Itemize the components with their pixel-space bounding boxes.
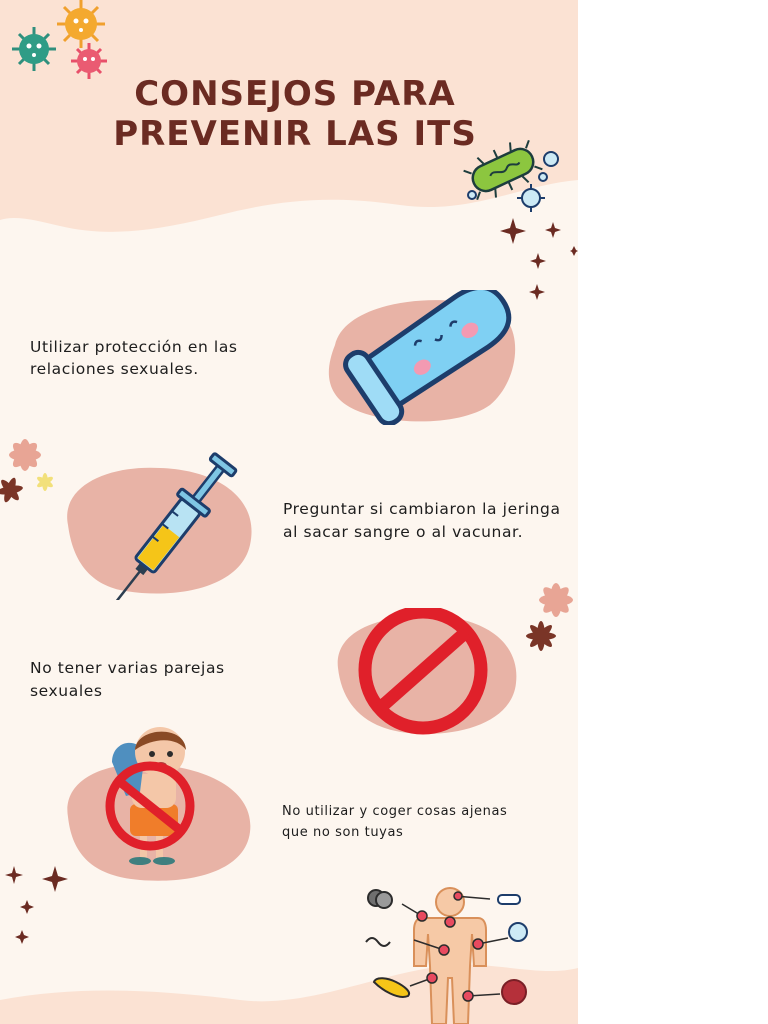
tip-syringe-text: Preguntar si cambiaron la jeringa al sacar sangre o al vacunar. (283, 500, 561, 541)
human-body-icon (360, 882, 540, 1024)
tip-partners-text: No tener varias parejas sexuales (30, 659, 225, 700)
tip-belongings-text: No utilizar y coger cosas ajenas que no son tuyas (282, 804, 508, 840)
tip-protection-text: Utilizar protección en las relaciones sexuales. (30, 338, 238, 378)
title-line-2: PREVENIR LAS ITS (113, 114, 477, 154)
prohibited-icon (328, 608, 523, 738)
syringe-icon (60, 440, 260, 600)
child-prohibited-icon (60, 722, 260, 887)
condom-icon (325, 290, 525, 425)
flower-icon (0, 439, 54, 504)
sparkle-icon (5, 866, 68, 944)
flower-icon (526, 583, 573, 651)
sparkle-icon (500, 218, 578, 300)
body-figure (414, 888, 486, 1024)
title-line-1: CONSEJOS PARA (134, 74, 456, 114)
page-title (60, 74, 530, 154)
